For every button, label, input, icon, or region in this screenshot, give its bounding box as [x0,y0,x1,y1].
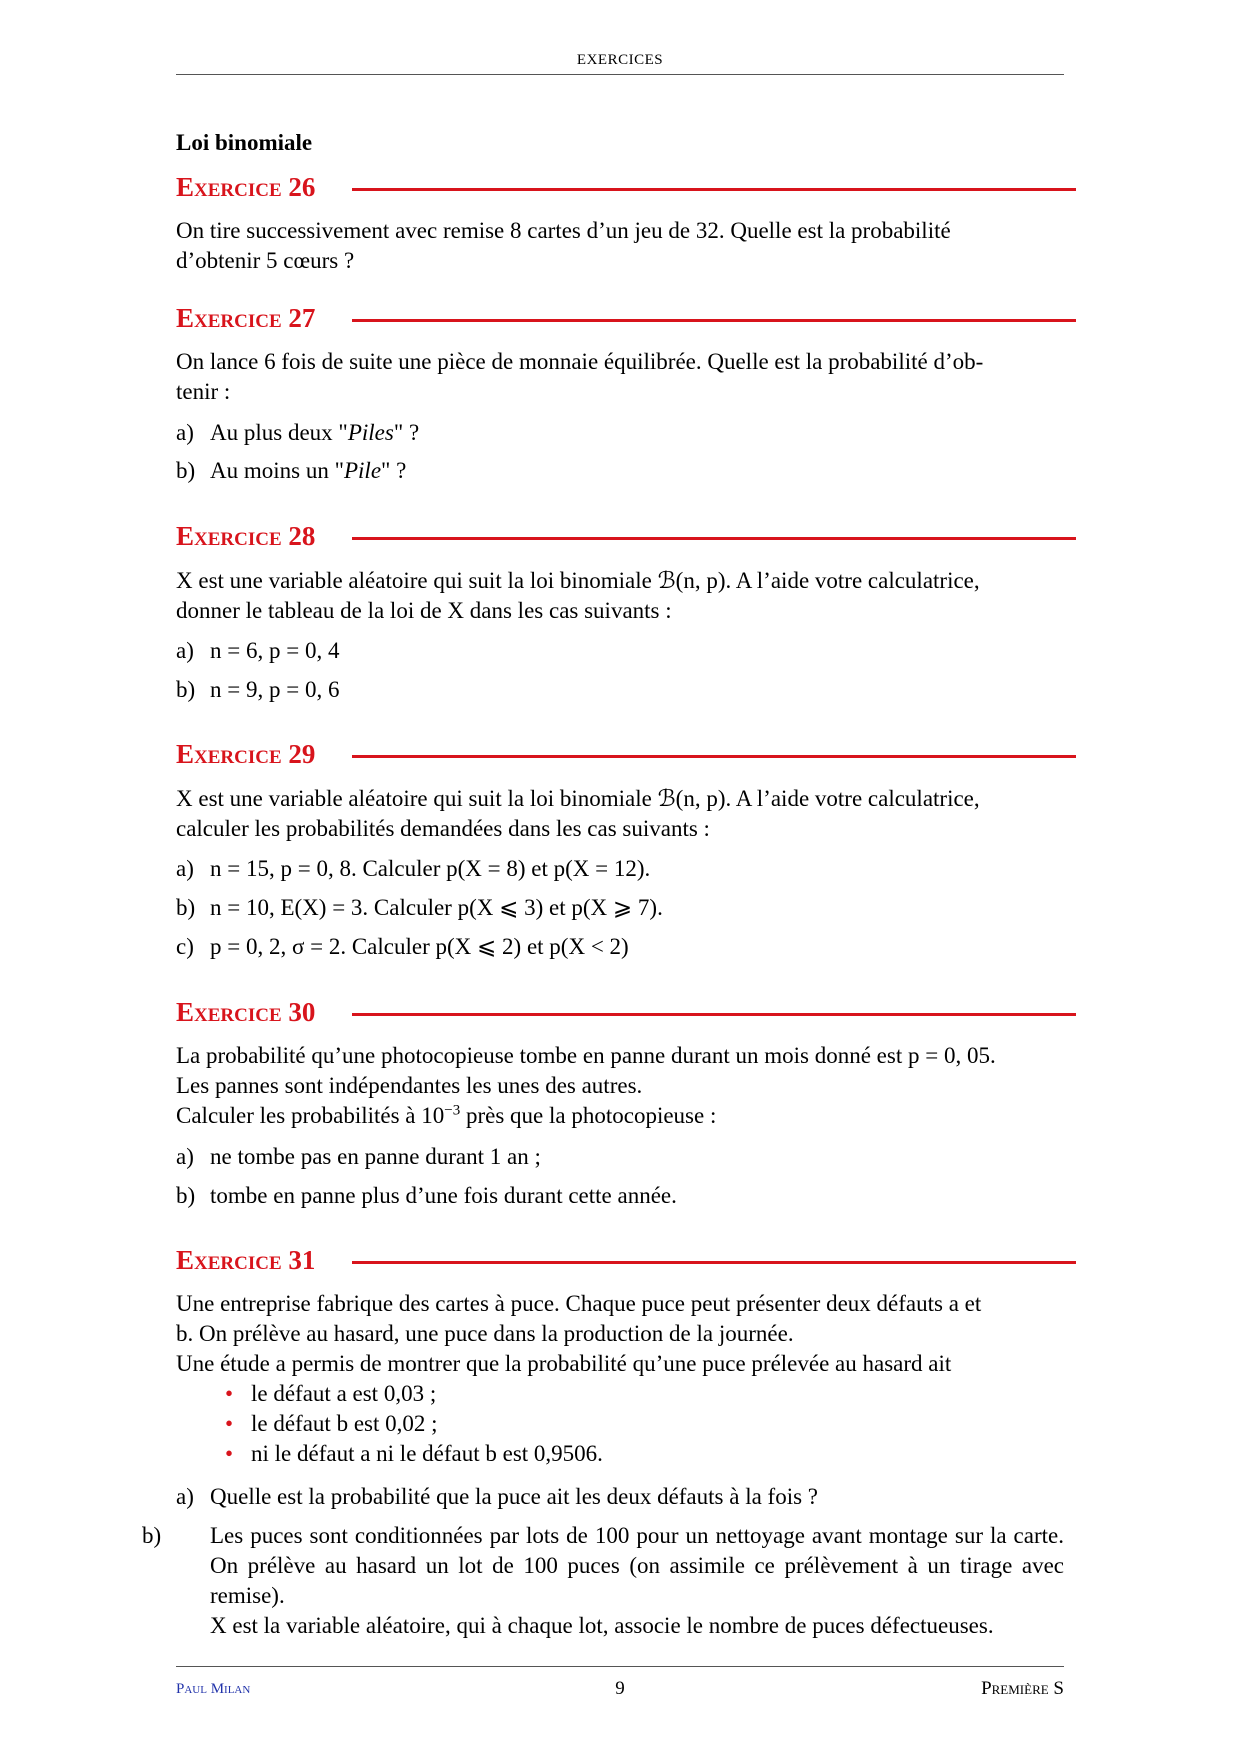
text-fragment: près que la photocopieuse : [460,1103,717,1128]
item-label: b) [176,895,196,920]
footer-rule [176,1666,1064,1667]
exercise-30-item-a [176,1142,1064,1172]
text-line: Une entreprise fabrique des cartes à puce. Chaque puce peut présenter deux défauts a et [176,1291,982,1316]
item-text: p = 0, 2, σ = 2. Calculer p(X ⩽ 2) et p(X < 2) [210,934,629,959]
exercise-title: Exercice 31 [176,1245,316,1275]
item-label: a) [176,638,194,663]
exercise-28-item-b [176,675,1064,705]
bullet-dot-icon: • [225,1411,234,1436]
item-label: a) [176,856,194,881]
text-line: X est une variable aléatoire qui suit la loi binomiale ℬ(n, p). A l’aide votre calculatrice, [176,568,980,593]
heading-rule [352,1013,1076,1016]
bullet-dot-icon: • [225,1381,234,1406]
exercise-29-item-c [176,932,1064,962]
footer-class: Première S [981,1678,1064,1699]
text-line: On tire successivement avec remise 8 cartes d’un jeu de 32. Quelle est la probabilité [176,218,951,243]
exercise-31-item-a [176,1482,1064,1512]
exercise-31-text [176,1289,1064,1379]
bullet-dot-icon: • [225,1441,234,1466]
item-text: tombe en panne plus d’une fois durant cette année. [210,1183,677,1208]
text-line: tenir : [176,379,231,404]
text-line: On lance 6 fois de suite une pièce de monnaie équilibrée. Quelle est la probabilité d’ob- [176,349,984,374]
header-rule [176,74,1064,75]
running-header: EXERCICES [576,52,664,68]
item-text: n = 9, p = 0, 6 [210,677,340,702]
item-text: n = 15, p = 0, 8. Calculer p(X = 8) et p(X = 12). [210,856,651,881]
exercise-30-item-b [176,1181,1064,1211]
exercise-27-text [176,347,1064,407]
text-line: donner le tableau de la loi de X dans les cas suivants : [176,598,672,623]
item-text: ne tombe pas en panne durant 1 an ; [210,1144,541,1169]
item-text: Les puces sont conditionnées par lots de 100 pour un nettoyage avant montage sur la carte. On prélève au hasard un lot de 100 puces (on assimile ce prélèvement à un tirage avec remise). [210,1523,1064,1608]
bullet-item [225,1379,436,1409]
item-text: " ? [381,458,407,483]
exercise-title: Exercice 27 [176,303,316,333]
exercise-27-heading [176,303,1076,337]
exercise-31-item-b [142,1521,1064,1611]
text-line: d’obtenir 5 cœurs ? [176,248,355,273]
exercise-title: Exercice 26 [176,172,316,202]
text-line: calculer les probabilités demandées dans les cas suivants : [176,816,710,841]
bullet-item [225,1409,438,1439]
exercise-28-text [176,566,1064,626]
exercise-26-heading [176,172,1076,206]
exercise-30-heading [176,997,1076,1031]
exercise-29-text [176,784,1064,844]
item-label: b) [176,677,196,702]
exercise-27-item-a [176,418,1064,448]
exponent: −3 [444,1102,461,1119]
item-text: n = 6, p = 0, 4 [210,638,340,663]
exercise-30-text [176,1041,1064,1131]
exercise-title: Exercice 28 [176,521,316,551]
bullet-item [225,1439,603,1469]
text-line: X est une variable aléatoire qui suit la loi binomiale ℬ(n, p). A l’aide votre calculatrice, [176,786,980,811]
item-label: b) [176,1183,196,1208]
text-line: Une étude a permis de montrer que la probabilité qu’une puce prélevée au hasard ait [176,1351,952,1376]
text-line: Les pannes sont indépendantes les unes des autres. [176,1073,643,1098]
exercise-26-text [176,216,1064,276]
exercise-31-heading [176,1245,1076,1279]
item-text: " ? [393,420,420,445]
exercise-28-item-a [176,636,1064,666]
item-label: a) [176,1144,194,1169]
exercise-27-item-b [176,456,1064,486]
text-line [176,1101,1064,1131]
item-label: a) [176,420,194,445]
exercise-title: Exercice 29 [176,739,316,769]
item-text: X est la variable aléatoire, qui à chaque lot, associe le nombre de puces défectueuses. [210,1613,994,1638]
section-title: Loi binomiale [176,130,313,155]
heading-rule [352,537,1076,540]
exercise-29-item-b [176,893,1064,923]
item-text: Au plus deux " [210,420,348,445]
bullet-text: le défaut b est 0,02 ; [251,1411,438,1436]
heading-rule [352,755,1076,758]
exercise-title: Exercice 30 [176,997,316,1027]
item-text: n = 10, E(X) = 3. Calculer p(X ⩽ 3) et p(X ⩾ 7). [210,895,663,920]
item-emphasis: Piles [347,420,394,445]
item-emphasis: Pile [343,458,382,483]
item-label: b) [176,458,196,483]
text-line: b. On prélève au hasard, une puce dans la production de la journée. [176,1321,794,1346]
exercise-31-item-b-continuation [210,1611,1064,1641]
item-label: c) [176,934,194,959]
item-label: a) [176,1484,194,1509]
bullet-text: ni le défaut a ni le défaut b est 0,9506. [251,1441,603,1466]
text-line: La probabilité qu’une photocopieuse tombe en panne durant un mois donné est p = 0, 05. [176,1043,996,1068]
item-label: b) [142,1523,162,1548]
bullet-text: le défaut a est 0,03 ; [251,1381,437,1406]
heading-rule [352,1261,1076,1264]
exercise-28-heading [176,521,1076,555]
item-text: Quelle est la probabilité que la puce ait les deux défauts à la fois ? [210,1484,818,1509]
exercise-29-heading [176,739,1076,773]
footer-author: Paul Milan [176,1681,251,1697]
exercise-29-item-a [176,854,1064,884]
item-text: Au moins un " [210,458,344,483]
page-number: 9 [615,1678,625,1699]
heading-rule [352,188,1076,191]
heading-rule [352,319,1076,322]
text-fragment: Calculer les probabilités à 10 [176,1103,445,1128]
